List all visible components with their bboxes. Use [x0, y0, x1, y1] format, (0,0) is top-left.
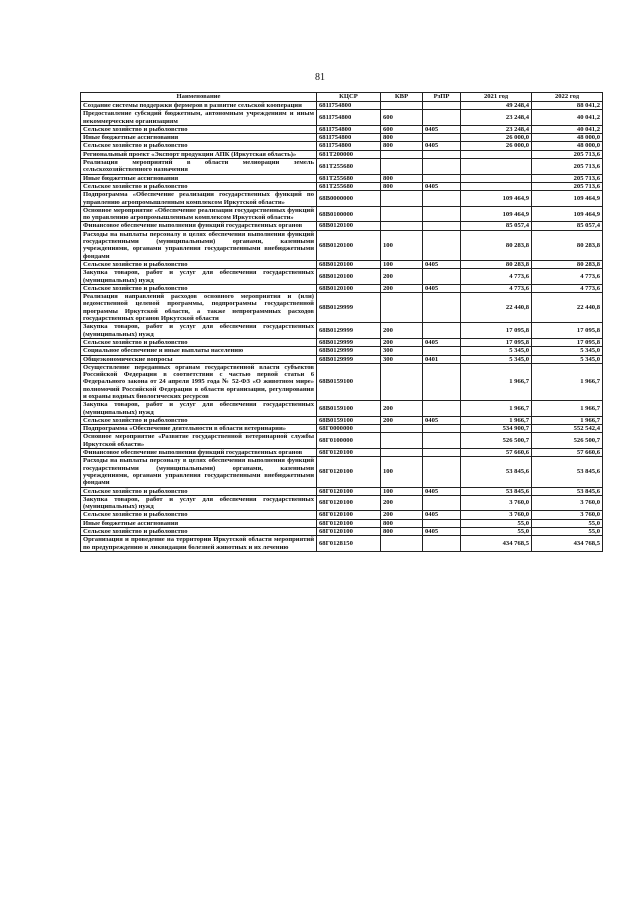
row-rzpr-cell: [423, 206, 461, 222]
table-row: [81, 416, 603, 424]
row-kvr-cell: [381, 293, 423, 323]
row-kvr-cell: 300: [381, 347, 423, 355]
row-name-cell: Сельское хозяйство и рыболовство: [81, 511, 317, 519]
row-rzpr-cell: [423, 425, 461, 433]
row-rzpr-cell: [423, 433, 461, 449]
row-name-cell: Сельское хозяйство и рыболовство: [81, 125, 317, 133]
row-name-cell: Основное мероприятие «Обеспечение реализации государственных функций по управлению агропромышленным комплексом Иркутской области»: [81, 206, 317, 222]
row-2022-cell: 22 440,8: [532, 293, 603, 323]
table-row: [81, 269, 603, 285]
row-kcsr-cell: 68Г0120100: [317, 528, 381, 536]
row-2021-cell: 26 000,0: [461, 134, 532, 142]
row-kcsr-cell: 68В0129999: [317, 293, 381, 323]
row-rzpr-cell: 0405: [423, 142, 461, 150]
row-kcsr-cell: 681I754800: [317, 110, 381, 126]
row-rzpr-cell: [423, 293, 461, 323]
budget-table: [80, 92, 603, 552]
row-kvr-cell: 200: [381, 269, 423, 285]
row-kcsr-cell: 681T255680: [317, 182, 381, 190]
row-name-cell: Сельское хозяйство и рыболовство: [81, 416, 317, 424]
row-kvr-cell: 800: [381, 182, 423, 190]
row-rzpr-cell: [423, 222, 461, 230]
row-2021-cell: 1 966,7: [461, 416, 532, 424]
row-2021-cell: 4 773,6: [461, 269, 532, 285]
row-2021-cell: 4 773,6: [461, 284, 532, 292]
row-2021-cell: [461, 159, 532, 175]
row-kvr-cell: [381, 536, 423, 552]
row-2021-cell: 5 345,0: [461, 347, 532, 355]
row-name-cell: Сельское хозяйство и рыболовство: [81, 260, 317, 268]
row-2021-cell: 1 966,7: [461, 363, 532, 400]
row-2022-cell: 109 464,9: [532, 206, 603, 222]
table-row: [81, 433, 603, 449]
row-2022-cell: 40 041,2: [532, 125, 603, 133]
row-2022-cell: 3 760,0: [532, 511, 603, 519]
row-kvr-cell: 200: [381, 338, 423, 346]
row-name-cell: Общеэкономические вопросы: [81, 355, 317, 363]
row-2021-cell: 5 345,0: [461, 355, 532, 363]
table-row: [81, 260, 603, 268]
row-kcsr-cell: 68Г0000000: [317, 425, 381, 433]
table-row: [81, 134, 603, 142]
table-row: [81, 206, 603, 222]
row-kvr-cell: 200: [381, 416, 423, 424]
row-2022-cell: 17 095,8: [532, 338, 603, 346]
table-row: [81, 449, 603, 457]
row-kcsr-cell: 68В0120100: [317, 284, 381, 292]
row-rzpr-cell: 0405: [423, 260, 461, 268]
row-2021-cell: 1 966,7: [461, 401, 532, 417]
row-kvr-cell: 100: [381, 230, 423, 260]
table-row: [81, 347, 603, 355]
row-name-cell: Реализация мероприятий в области мелиорации земель сельскохозяйственного назначения: [81, 159, 317, 175]
row-2022-cell: 526 500,7: [532, 433, 603, 449]
row-kvr-cell: 100: [381, 260, 423, 268]
row-2022-cell: 55,0: [532, 519, 603, 527]
row-2021-cell: 80 283,8: [461, 230, 532, 260]
row-rzpr-cell: [423, 230, 461, 260]
table-row: [81, 142, 603, 150]
row-2021-cell: 434 768,5: [461, 536, 532, 552]
row-kcsr-cell: 681I754800: [317, 102, 381, 110]
row-rzpr-cell: [423, 401, 461, 417]
row-2022-cell: 40 041,2: [532, 110, 603, 126]
row-2021-cell: 53 845,6: [461, 457, 532, 487]
row-2022-cell: 88 041,2: [532, 102, 603, 110]
row-kvr-cell: 200: [381, 323, 423, 339]
row-2022-cell: 5 345,0: [532, 347, 603, 355]
row-name-cell: Закупка товаров, работ и услуг для обеспечения государственных (муниципальных) нужд: [81, 323, 317, 339]
row-rzpr-cell: 0405: [423, 338, 461, 346]
row-name-cell: Иные бюджетные ассигнования: [81, 519, 317, 527]
row-2021-cell: [461, 174, 532, 182]
row-kvr-cell: [381, 159, 423, 175]
table-row: [81, 159, 603, 175]
row-rzpr-cell: 0405: [423, 416, 461, 424]
row-rzpr-cell: [423, 457, 461, 487]
row-rzpr-cell: 0405: [423, 284, 461, 292]
row-kvr-cell: [381, 433, 423, 449]
row-rzpr-cell: [423, 110, 461, 126]
table-header-row: [81, 93, 603, 102]
row-2021-cell: 3 760,0: [461, 495, 532, 511]
table-row: [81, 457, 603, 487]
row-2022-cell: 552 542,4: [532, 425, 603, 433]
row-kvr-cell: 600: [381, 110, 423, 126]
row-kvr-cell: [381, 222, 423, 230]
row-name-cell: Закупка товаров, работ и услуг для обеспечения государственных (муниципальных) нужд: [81, 269, 317, 285]
table-row: [81, 230, 603, 260]
row-2022-cell: 1 966,7: [532, 363, 603, 400]
table-row: [81, 519, 603, 527]
row-kcsr-cell: 681I754800: [317, 142, 381, 150]
table-row: [81, 355, 603, 363]
row-kvr-cell: 200: [381, 495, 423, 511]
row-rzpr-cell: [423, 269, 461, 285]
row-name-cell: Закупка товаров, работ и услуг для обеспечения государственных (муниципальных) нужд: [81, 401, 317, 417]
table-row: [81, 487, 603, 495]
row-kcsr-cell: 68Г0120100: [317, 511, 381, 519]
row-kvr-cell: [381, 102, 423, 110]
row-2022-cell: 4 773,6: [532, 284, 603, 292]
row-kvr-cell: [381, 206, 423, 222]
row-kcsr-cell: 68В0129999: [317, 323, 381, 339]
table-body: [81, 102, 603, 552]
table-row: [81, 425, 603, 433]
row-rzpr-cell: [423, 159, 461, 175]
row-kcsr-cell: 68Г0128150: [317, 536, 381, 552]
row-kvr-cell: 100: [381, 487, 423, 495]
column-header-kcsr: КЦСР: [317, 93, 381, 102]
row-kcsr-cell: 68В0120100: [317, 260, 381, 268]
row-2021-cell: 109 464,9: [461, 206, 532, 222]
row-kcsr-cell: 681T200000: [317, 150, 381, 158]
table-row: [81, 174, 603, 182]
row-2022-cell: 53 845,6: [532, 457, 603, 487]
row-name-cell: Подпрограмма «Обеспечение деятельности в области ветеринарии»: [81, 425, 317, 433]
row-name-cell: Финансовое обеспечение выполнения функций государственных органов: [81, 222, 317, 230]
row-name-cell: Сельское хозяйство и рыболовство: [81, 338, 317, 346]
row-name-cell: Сельское хозяйство и рыболовство: [81, 142, 317, 150]
page-number: 81: [315, 72, 325, 83]
row-2021-cell: 23 248,4: [461, 110, 532, 126]
row-kcsr-cell: 68Г0100000: [317, 433, 381, 449]
row-rzpr-cell: [423, 102, 461, 110]
row-name-cell: Сельское хозяйство и рыболовство: [81, 528, 317, 536]
row-kcsr-cell: 681I754800: [317, 125, 381, 133]
row-2021-cell: 109 464,9: [461, 191, 532, 207]
row-name-cell: Организация и проведение на территории Иркутской области мероприятий по предупреждению и ликвидации болезней животных и их лечению: [81, 536, 317, 552]
row-kcsr-cell: 68Г0120100: [317, 457, 381, 487]
column-header-2022: 2022 год: [532, 93, 603, 102]
row-2022-cell: 205 713,6: [532, 174, 603, 182]
row-name-cell: Сельское хозяйство и рыболовство: [81, 284, 317, 292]
column-header-2021: 2021 год: [461, 93, 532, 102]
row-2022-cell: 3 760,0: [532, 495, 603, 511]
row-rzpr-cell: [423, 363, 461, 400]
row-rzpr-cell: [423, 347, 461, 355]
row-kcsr-cell: 68Г0120100: [317, 495, 381, 511]
row-2022-cell: 5 345,0: [532, 355, 603, 363]
row-rzpr-cell: [423, 191, 461, 207]
row-kvr-cell: 800: [381, 528, 423, 536]
row-kvr-cell: [381, 191, 423, 207]
row-2022-cell: 17 095,8: [532, 323, 603, 339]
column-header-name: Наименование: [81, 93, 317, 102]
table-row: [81, 125, 603, 133]
row-2022-cell: 55,0: [532, 528, 603, 536]
row-2022-cell: 57 660,6: [532, 449, 603, 457]
row-kcsr-cell: 68В0000000: [317, 191, 381, 207]
row-kcsr-cell: 681T255680: [317, 174, 381, 182]
row-kcsr-cell: 68Г0120100: [317, 519, 381, 527]
table-row: [81, 338, 603, 346]
row-2021-cell: 57 660,6: [461, 449, 532, 457]
row-kvr-cell: 800: [381, 142, 423, 150]
row-2021-cell: 49 248,4: [461, 102, 532, 110]
row-2021-cell: 22 440,8: [461, 293, 532, 323]
row-2022-cell: 80 283,8: [532, 230, 603, 260]
row-2021-cell: 17 095,8: [461, 323, 532, 339]
row-kcsr-cell: 68В0129999: [317, 338, 381, 346]
row-2021-cell: 534 900,7: [461, 425, 532, 433]
row-rzpr-cell: 0405: [423, 528, 461, 536]
column-header-rzpr: РзПР: [423, 93, 461, 102]
row-kvr-cell: 600: [381, 125, 423, 133]
row-2021-cell: 55,0: [461, 528, 532, 536]
row-name-cell: Закупка товаров, работ и услуг для обеспечения государственных (муниципальных) нужд: [81, 495, 317, 511]
row-kcsr-cell: 68В0100000: [317, 206, 381, 222]
row-rzpr-cell: [423, 134, 461, 142]
row-name-cell: Иные бюджетные ассигнования: [81, 134, 317, 142]
table-row: [81, 102, 603, 110]
row-rzpr-cell: [423, 150, 461, 158]
row-kcsr-cell: 68В0159100: [317, 401, 381, 417]
row-kvr-cell: 800: [381, 174, 423, 182]
row-2021-cell: 23 248,4: [461, 125, 532, 133]
row-rzpr-cell: 0405: [423, 487, 461, 495]
row-name-cell: Реализация направлений расходов основного мероприятия и (или) ведомственной целевой программы, подпрограммы государственной программы Иркутской области, а также непрограммных расходов государственных органов Иркутской области: [81, 293, 317, 323]
row-2022-cell: 53 845,6: [532, 487, 603, 495]
table-row: [81, 191, 603, 207]
table-row: [81, 110, 603, 126]
row-2022-cell: 1 966,7: [532, 416, 603, 424]
row-2022-cell: 434 768,5: [532, 536, 603, 552]
row-kcsr-cell: 68В0129999: [317, 347, 381, 355]
row-rzpr-cell: [423, 495, 461, 511]
row-2022-cell: 85 057,4: [532, 222, 603, 230]
table-row: [81, 150, 603, 158]
row-kvr-cell: 800: [381, 519, 423, 527]
row-2021-cell: 17 095,8: [461, 338, 532, 346]
row-kvr-cell: 200: [381, 401, 423, 417]
row-kvr-cell: [381, 363, 423, 400]
row-2021-cell: 55,0: [461, 519, 532, 527]
row-2021-cell: 85 057,4: [461, 222, 532, 230]
row-name-cell: Финансовое обеспечение выполнения функций государственных органов: [81, 449, 317, 457]
row-rzpr-cell: [423, 449, 461, 457]
row-2022-cell: 1 966,7: [532, 401, 603, 417]
row-kcsr-cell: 68В0120100: [317, 230, 381, 260]
row-rzpr-cell: [423, 519, 461, 527]
table-row: [81, 495, 603, 511]
row-2021-cell: 26 000,0: [461, 142, 532, 150]
row-kcsr-cell: 68В0129999: [317, 355, 381, 363]
row-2021-cell: [461, 150, 532, 158]
row-rzpr-cell: 0405: [423, 182, 461, 190]
row-2022-cell: 205 713,6: [532, 159, 603, 175]
row-name-cell: Осуществление переданных органам государственной власти субъектов Российской Федерации в соответствии с частью первой статьи 6 Федерального закона от 24 апреля 1995 года № 52-ФЗ «О животном мире» полномочий Российской Федерации в области организации, регулирования и охраны водных биологических ресурсов: [81, 363, 317, 400]
table-row: [81, 536, 603, 552]
row-kcsr-cell: 68Г0120100: [317, 487, 381, 495]
row-name-cell: Иные бюджетные ассигнования: [81, 174, 317, 182]
row-2022-cell: 48 000,0: [532, 142, 603, 150]
row-2021-cell: 53 845,6: [461, 487, 532, 495]
table-row: [81, 182, 603, 190]
row-kvr-cell: 100: [381, 457, 423, 487]
row-kvr-cell: [381, 449, 423, 457]
row-kcsr-cell: 681T255680: [317, 159, 381, 175]
row-rzpr-cell: 0401: [423, 355, 461, 363]
row-name-cell: Создание системы поддержки фермеров в развитие сельской кооперации: [81, 102, 317, 110]
row-name-cell: Основное мероприятие «Развитие государственной ветеринарной службы Иркутской области»: [81, 433, 317, 449]
row-rzpr-cell: [423, 323, 461, 339]
row-name-cell: Сельское хозяйство и рыболовство: [81, 487, 317, 495]
row-kvr-cell: 200: [381, 511, 423, 519]
table-row: [81, 401, 603, 417]
row-name-cell: Сельское хозяйство и рыболовство: [81, 182, 317, 190]
row-rzpr-cell: [423, 536, 461, 552]
row-kcsr-cell: 681I754800: [317, 134, 381, 142]
row-2021-cell: 80 283,8: [461, 260, 532, 268]
table-row: [81, 284, 603, 292]
row-2022-cell: 109 464,9: [532, 191, 603, 207]
row-kvr-cell: 200: [381, 284, 423, 292]
row-2022-cell: 4 773,6: [532, 269, 603, 285]
column-header-kvr: КВР: [381, 93, 423, 102]
row-2021-cell: 3 760,0: [461, 511, 532, 519]
row-kcsr-cell: 68В0120100: [317, 269, 381, 285]
row-2021-cell: [461, 182, 532, 190]
table-row: [81, 528, 603, 536]
table-row: [81, 363, 603, 400]
row-kcsr-cell: 68В0120100: [317, 222, 381, 230]
row-kcsr-cell: 68В0159100: [317, 363, 381, 400]
table-row: [81, 293, 603, 323]
row-name-cell: Региональный проект «Экспорт продукции АПК (Иркутская область)»: [81, 150, 317, 158]
row-name-cell: Расходы на выплаты персоналу в целях обеспечения выполнения функций государственными (муниципальными) органами, казенными учреждениями, органами управления государственными внебюджетными фондами: [81, 230, 317, 260]
row-2022-cell: 48 000,0: [532, 134, 603, 142]
row-2022-cell: 80 283,8: [532, 260, 603, 268]
row-name-cell: Расходы на выплаты персоналу в целях обеспечения выполнения функций государственными (муниципальными) органами, казенными учреждениями, органами управления государственными внебюджетными фондами: [81, 457, 317, 487]
row-2022-cell: 205 713,6: [532, 150, 603, 158]
row-2021-cell: 526 500,7: [461, 433, 532, 449]
table-row: [81, 511, 603, 519]
row-rzpr-cell: 0405: [423, 511, 461, 519]
row-kvr-cell: 300: [381, 355, 423, 363]
row-kvr-cell: [381, 425, 423, 433]
row-kvr-cell: [381, 150, 423, 158]
row-kcsr-cell: 68Г0120100: [317, 449, 381, 457]
row-name-cell: Предоставление субсидий бюджетным, автономным учреждениям и иным некоммерческим организациям: [81, 110, 317, 126]
row-name-cell: Социальное обеспечение и иные выплаты населению: [81, 347, 317, 355]
table-row: [81, 222, 603, 230]
row-rzpr-cell: [423, 174, 461, 182]
table-row: [81, 323, 603, 339]
row-kvr-cell: 800: [381, 134, 423, 142]
row-name-cell: Подпрограмма «Обеспечение реализации государственных функций по управлению агропромышленным комплексом Иркутской области»: [81, 191, 317, 207]
row-2022-cell: 205 713,6: [532, 182, 603, 190]
row-rzpr-cell: 0405: [423, 125, 461, 133]
row-kcsr-cell: 68В0159100: [317, 416, 381, 424]
